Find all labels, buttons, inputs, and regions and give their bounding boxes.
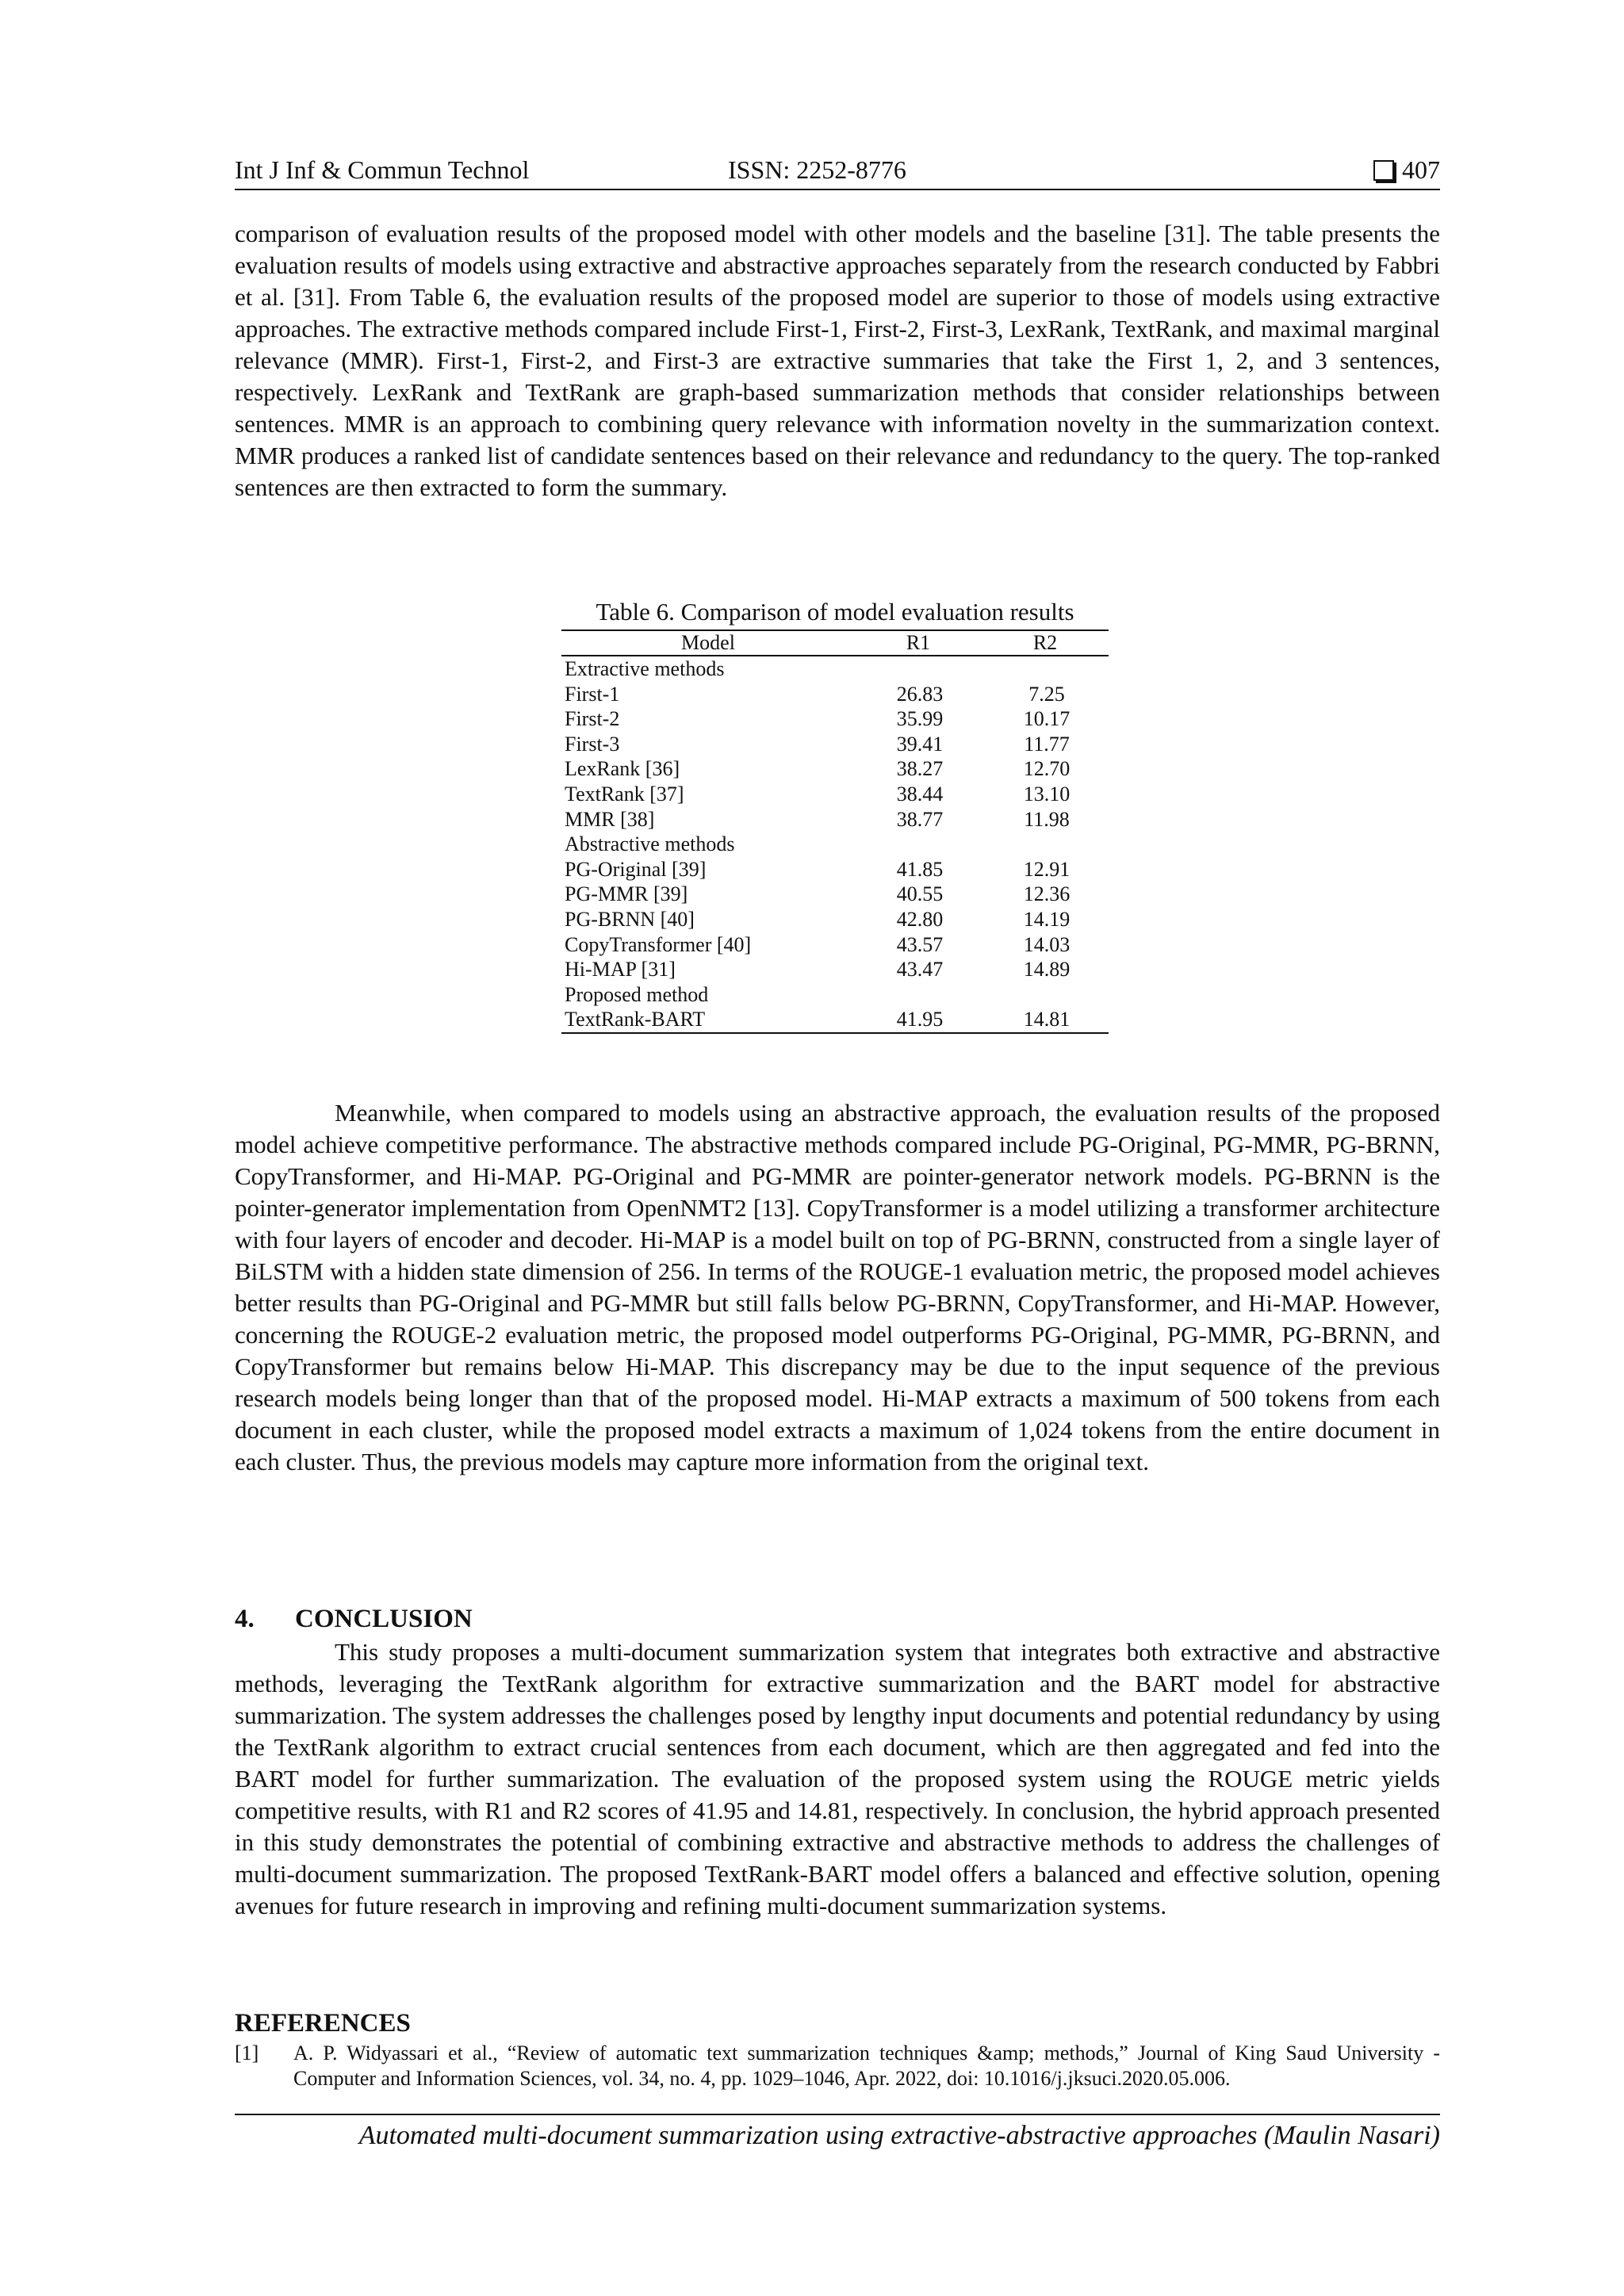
table-cell-r2: 11.98 — [1024, 807, 1070, 831]
table-cell-model: TextRank [37] — [565, 782, 684, 806]
table-row — [561, 682, 1109, 707]
table-cell-r2: 10.17 — [1023, 707, 1071, 731]
table-cell-model: PG-MMR [39] — [565, 882, 688, 906]
table-cell-model: TextRank-BART — [565, 1008, 706, 1031]
issn-label: ISSN: 2252-8776 — [728, 155, 906, 184]
results-table — [561, 629, 1109, 1034]
table-cell-model: PG-BRNN [40] — [565, 907, 695, 931]
table-row — [561, 732, 1109, 757]
table-cell-r1: 38.27 — [896, 757, 944, 781]
section-number: 4. — [235, 1605, 255, 1633]
references-heading: REFERENCES — [235, 2009, 411, 2038]
running-header — [235, 155, 1440, 189]
table-row — [561, 907, 1109, 932]
table-row — [561, 882, 1109, 907]
table-cell-r2: 11.77 — [1024, 732, 1070, 756]
table-cell-r2: 12.36 — [1023, 882, 1071, 906]
table-cell-model: First-2 — [565, 707, 620, 731]
table-row — [561, 782, 1109, 807]
running-footer: Automated multi-document summarization using extractive-abstractive approaches (Maulin Nasari) — [358, 2121, 1440, 2150]
table-cell-r1: 38.44 — [896, 782, 944, 806]
table-cell-r2: 14.81 — [1023, 1008, 1071, 1031]
table-cell-r1: 42.80 — [896, 907, 944, 931]
table-cell-model: LexRank [36] — [565, 757, 680, 781]
body-paragraph-1: comparison of evaluation results of the proposed model with other models and the baseline [31]. The table presents the evaluation results of models using extractive and abstractive approaches separately from the research conducted by Fabbri et al. [31]. From Table 6, the evaluation results of the proposed model are superior to those of models using extractive approaches. The extractive methods compared include First-1, First-2, First-3, LexRank, TextRank, and maximal marginal relevance (MMR). First-1, First-2, and First-3 are extractive summaries that take the First 1, 2, and 3 sentences, respectively. LexRank and TextRank are graph-based summarization methods that consider relationships between sentences. MMR is an approach to combining query relevance with information novelty in the summarization context. MMR produces a ranked list of candidate sentences based on their relevance and redundancy to the query. The top-ranked sentences are then extracted to form the summary. — [235, 220, 1440, 501]
table-cell-r2: 13.10 — [1023, 782, 1071, 806]
table-cell-r1: 26.83 — [896, 682, 944, 706]
table-cell-model: PG-Original [39] — [565, 857, 707, 881]
results-table-block — [561, 596, 1109, 1034]
table-cell-r2 — [982, 656, 1109, 682]
table-row — [561, 1007, 1109, 1033]
table-header-r1: R1 — [855, 630, 982, 656]
table-cell-r1: 38.77 — [896, 807, 944, 831]
table-cell-model: Hi-MAP [31] — [565, 958, 676, 982]
table-cell-r2: 14.03 — [1023, 932, 1071, 956]
table-cell-model: CopyTransformer [40] — [565, 932, 752, 956]
table-row-group — [561, 832, 1109, 857]
body-paragraph-3: This study proposes a multi-document summarization system that integrates both extractive and abstractive methods, leveraging the TextRank algorithm for extractive summarization and the BART model for abstractive summarization. The system addresses the challenges posed by lengthy input documents and potential redundancy by using the TextRank algorithm to extract crucial sentences from each document, which are then aggregated and fed into the BART model for further summarization. The evaluation of the proposed system using the ROUGE metric yields competitive results, with R1 and R2 scores of 41.95 and 14.81, respectively. In conclusion, the hybrid approach presented in this study demonstrates the potential of combining extractive and abstractive methods to address the challenges of multi-document summarization. The proposed TextRank-BART model offers a balanced and effective solution, opening avenues for future research in improving and refining multi-document summarization systems. — [235, 1638, 1440, 1919]
reference-number: [1] — [235, 2042, 259, 2064]
table-row — [561, 932, 1109, 958]
table-header-r2: R2 — [982, 630, 1109, 656]
table-cell-r1 — [855, 832, 982, 857]
table-cell-model: MMR [38] — [565, 807, 655, 831]
table-cell-model: First-1 — [565, 682, 620, 706]
table-cell-model: First-3 — [565, 732, 620, 756]
table-caption: Table 6. Comparison of model evaluation results — [596, 598, 1074, 626]
table-header-row — [561, 630, 1109, 656]
table-row-group — [561, 656, 1109, 682]
table-cell-r1 — [855, 656, 982, 682]
journal-name: Int J Inf & Commun Technol — [235, 155, 530, 184]
table-row — [561, 706, 1109, 732]
table-cell-r2 — [982, 982, 1109, 1008]
table-cell-r2: 12.91 — [1023, 857, 1071, 881]
table-cell-r2: 14.19 — [1023, 907, 1071, 931]
table-row — [561, 807, 1109, 832]
section-title: CONCLUSION — [295, 1605, 473, 1633]
table-cell-r1: 39.41 — [896, 732, 944, 756]
table-row — [561, 756, 1109, 782]
table-cell-model: Extractive methods — [565, 657, 725, 680]
table-header-model: Model — [561, 630, 855, 656]
table-cell-r2: 12.70 — [1023, 757, 1071, 781]
table-cell-r1: 43.57 — [896, 932, 944, 956]
reference-text: A. P. Widyassari et al., “Review of automatic text summarization techniques &amp; methods,” Journal of King Saud University - Computer and Information Sciences, vol. 34, no. 4, pp. 1029–1046, Apr. 2022, doi: 10.1016/j.jksuci.2020.05.006. — [293, 2042, 1440, 2090]
table-row-group — [561, 982, 1109, 1008]
table-cell-model: Proposed method — [565, 982, 709, 1006]
body-paragraph-2: Meanwhile, when compared to models using an abstractive approach, the evaluation results of the proposed model achieve competitive performance. The abstractive methods compared include PG-Original, PG-MMR, PG-BRNN, CopyTransformer, and Hi-MAP. PG-Original and PG-MMR are pointer-generator network models. PG-BRNN is the pointer-generator implementation from OpenNMT2 [13]. CopyTransformer is a model utilizing a transformer architecture with four layers of encoder and decoder. Hi-MAP is a model built on top of PG-BRNN, constructed from a single layer of BiLSTM with a hidden state dimension of 256. In terms of the ROUGE-1 evaluation metric, the proposed model achieves better results than PG-Original and PG-MMR but still falls below PG-BRNN, CopyTransformer, and Hi-MAP. However, concerning the ROUGE-2 evaluation metric, the proposed model outperforms PG-Original, PG-MMR, PG-BRNN, and CopyTransformer but remains below Hi-MAP. This discrepancy may be due to the input sequence of the previous research models being longer than that of the proposed model. Hi-MAP extracts a maximum of 500 tokens from each document in each cluster, while the proposed model extracts a maximum of 1,024 tokens from the entire document in each cluster. Thus, the previous models may capture more information from the original text. — [235, 1099, 1440, 1475]
table-row — [561, 957, 1109, 982]
footer-divider — [235, 2114, 1440, 2115]
table-cell-r1: 43.47 — [896, 958, 944, 982]
table-cell-r1: 40.55 — [896, 882, 944, 906]
section-heading-conclusion — [235, 1603, 473, 1635]
page-number: 407 — [1402, 155, 1440, 184]
table-cell-r2: 14.89 — [1023, 958, 1071, 982]
table-cell-r1 — [855, 982, 982, 1008]
table-row — [561, 857, 1109, 882]
table-cell-model: Abstractive methods — [565, 832, 735, 856]
table-cell-r1: 35.99 — [896, 707, 944, 731]
header-divider — [235, 189, 1440, 190]
table-cell-r2 — [982, 832, 1109, 857]
checkbox-square-icon — [1373, 160, 1394, 181]
table-cell-r1: 41.85 — [896, 857, 944, 881]
table-cell-r2: 7.25 — [1028, 682, 1065, 706]
table-cell-r1: 41.95 — [896, 1008, 944, 1031]
